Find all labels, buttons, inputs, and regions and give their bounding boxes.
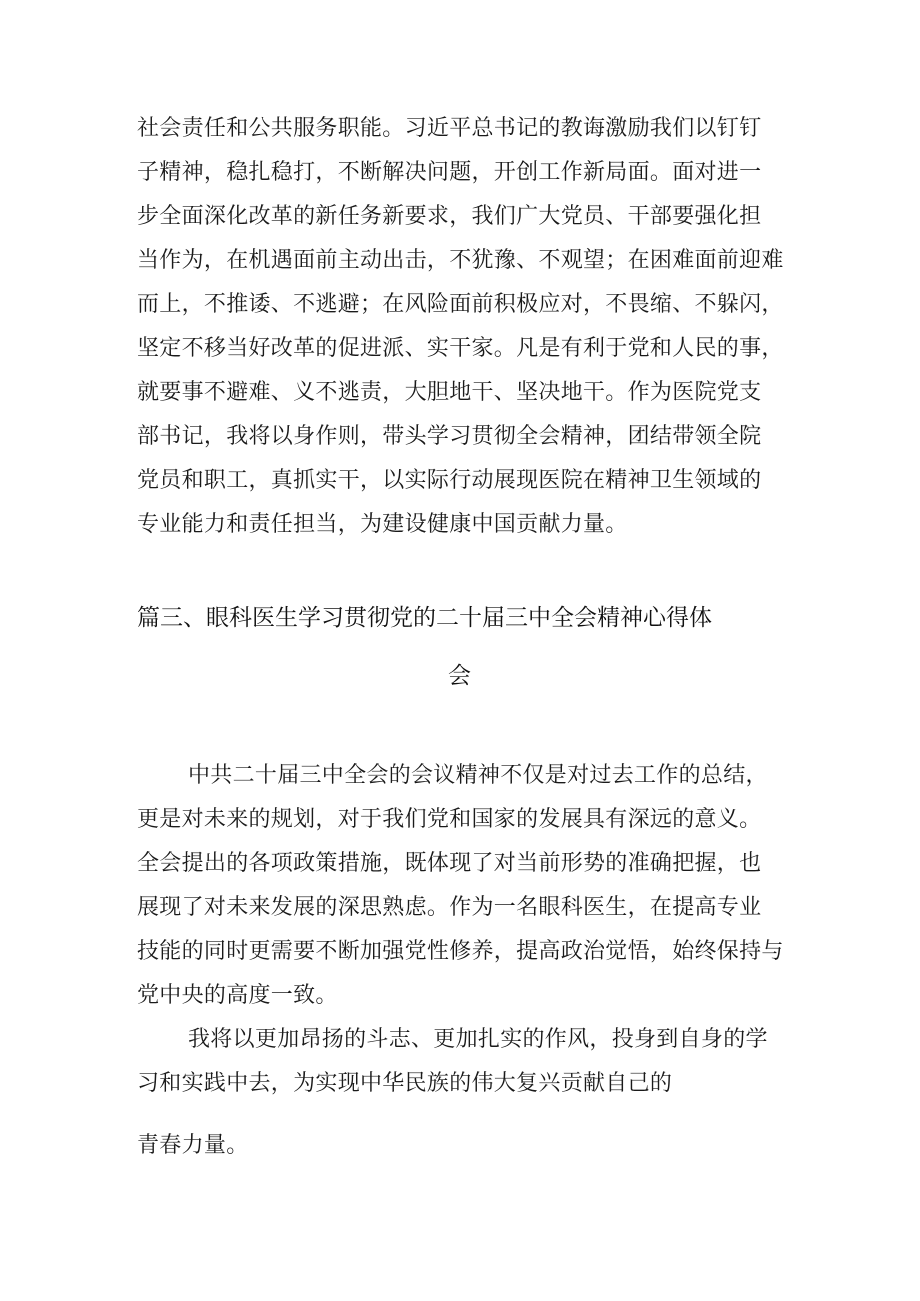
text-line: 专业能力和责任担当，为建设健康中国贡献力量。: [137, 512, 628, 537]
text-line: 坚定不移当好改革的促进派、实干家。凡是有利于党和人民的事，: [137, 336, 784, 361]
paragraph-2-line: 我将以更加昂扬的斗志、更加扎实的作风，投身到自身的学: [188, 1027, 768, 1052]
paragraph-1-line: 更是对未来的规划，对于我们党和国家的发展具有深远的意义。: [137, 807, 762, 832]
text-line: 党员和职工，真抓实干，以实际行动展现医院在精神卫生领域的: [137, 468, 762, 493]
paragraph-1-line: 党中央的高度一致。: [137, 983, 338, 1008]
text-line: 子精神，稳扎稳打，不断解决问题，开创工作新局面。面对进一: [137, 160, 762, 185]
text-line: 就要事不避难、义不逃责，大胆地干、坚决地干。作为医院党支: [137, 380, 762, 405]
paragraph-3-line: 青春力量。: [137, 1133, 249, 1158]
paragraph-2-line: 习和实践中去，为实现中华民族的伟大复兴贡献自己的: [137, 1071, 673, 1096]
text-line: 社会责任和公共服务职能。习近平总书记的教诲激励我们以钉钉: [137, 116, 762, 141]
section-heading-line-1: 篇三、眼科医生学习贯彻党的二十届三中全会精神心得体: [137, 605, 712, 631]
text-line: 当作为，在机遇面前主动出击，不犹豫、不观望；在困难面前迎难: [137, 248, 784, 273]
paragraph-1-line: 技能的同时更需要不断加强党性修养，提高政治觉悟，始终保持与: [137, 939, 784, 964]
paragraph-1-line: 中共二十届三中全会的会议精神不仅是对过去工作的总结，: [188, 763, 768, 788]
text-line: 而上，不推诿、不逃避；在风险面前积极应对，不畏缩、不躲闪，: [137, 292, 784, 317]
text-line: 步全面深化改革的新任务新要求，我们广大党员、干部要强化担: [137, 204, 762, 229]
section-heading-line-2: 会: [448, 663, 471, 689]
text-line: 部书记，我将以身作则，带头学习贯彻全会精神，团结带领全院: [137, 424, 762, 449]
paragraph-1-line: 展现了对未来发展的深思熟虑。作为一名眼科医生，在提高专业: [137, 895, 762, 920]
paragraph-1-line: 全会提出的各项政策措施，既体现了对当前形势的准确把握，也: [137, 851, 762, 876]
